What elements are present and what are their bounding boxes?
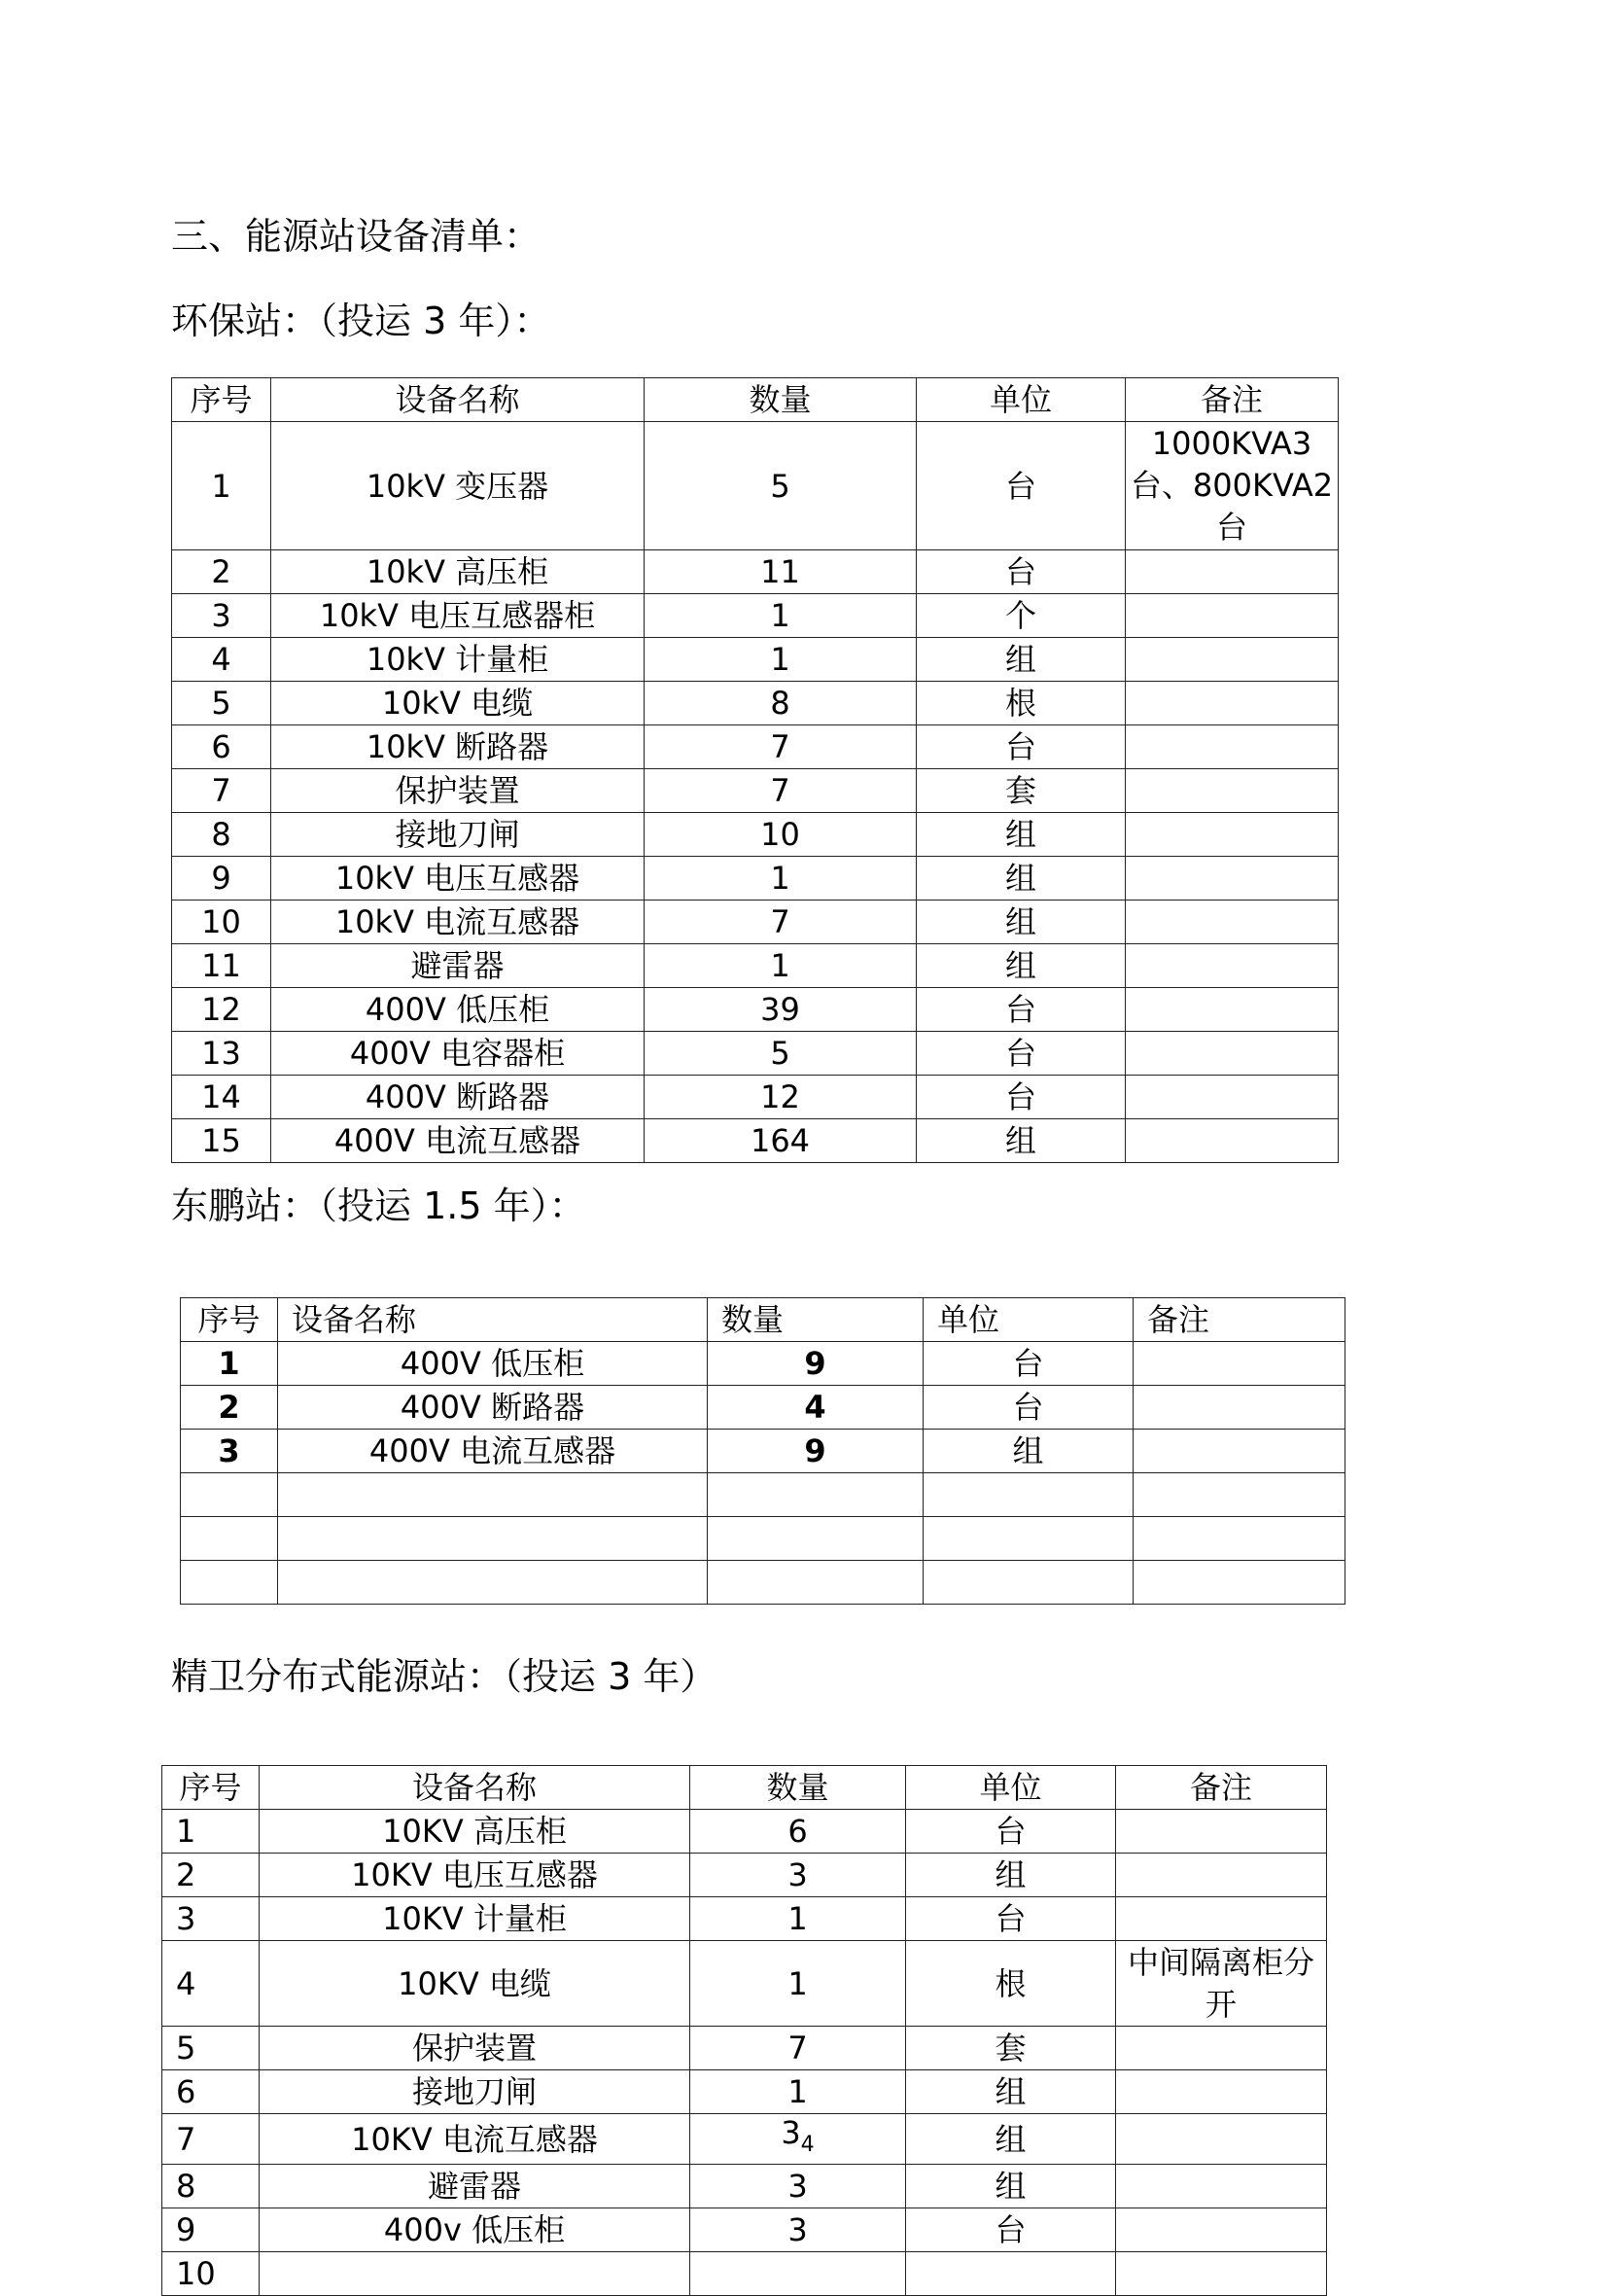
quantity: 8 — [645, 682, 917, 725]
header-cell: 备注 — [1116, 1766, 1327, 1810]
equipment-name: 避雷器 — [271, 944, 645, 988]
table-row — [172, 550, 1339, 594]
unit: 个 — [917, 594, 1126, 638]
row-index: 2 — [172, 550, 271, 594]
equipment-name: 保护装置 — [271, 769, 645, 813]
equipment-name — [278, 1473, 708, 1517]
remark — [1126, 857, 1339, 901]
remark — [1126, 550, 1339, 594]
quantity: 1 — [690, 1941, 906, 2027]
unit: 根 — [917, 682, 1126, 725]
table-row — [162, 1810, 1327, 1854]
station-title-huanbao: 环保站：（投运 3 年）： — [171, 300, 551, 342]
remark — [1126, 1076, 1339, 1119]
unit — [906, 2252, 1116, 2296]
equipment-name — [278, 1561, 708, 1605]
remark — [1126, 813, 1339, 857]
equipment-name: 400V 低压柜 — [271, 988, 645, 1032]
remark — [1126, 682, 1339, 725]
table-row — [162, 1897, 1327, 1941]
table-row — [181, 1386, 1345, 1430]
remark — [1116, 2165, 1327, 2208]
table-row — [172, 638, 1339, 682]
quantity: 5 — [645, 1032, 917, 1076]
remark — [1116, 2114, 1327, 2165]
quantity: 1 — [645, 638, 917, 682]
remark: 1000KVA3台、800KVA2台 — [1126, 422, 1339, 550]
quantity: 7 — [690, 2027, 906, 2070]
equipment-name — [278, 1517, 708, 1561]
equipment-name: 10kV 断路器 — [271, 725, 645, 769]
remark — [1126, 594, 1339, 638]
quantity: 10 — [645, 813, 917, 857]
remark — [1116, 1810, 1327, 1854]
header-cell: 单位 — [906, 1766, 1116, 1810]
header-cell: 备注 — [1126, 378, 1339, 422]
equipment-name: 10KV 高压柜 — [260, 1810, 690, 1854]
unit: 台 — [924, 1386, 1134, 1430]
equipment-name: 400V 断路器 — [278, 1386, 708, 1430]
quantity — [708, 1561, 924, 1605]
row-index: 15 — [172, 1119, 271, 1163]
table-row — [172, 901, 1339, 944]
quantity: 164 — [645, 1119, 917, 1163]
header-cell: 数量 — [708, 1298, 924, 1342]
row-index: 9 — [172, 857, 271, 901]
equipment-table-dongpeng — [180, 1297, 1345, 1605]
table-row — [172, 422, 1339, 550]
section-title: 三、能源站设备清单： — [171, 215, 541, 258]
table-row — [172, 944, 1339, 988]
header-cell: 单位 — [917, 378, 1126, 422]
remark — [1126, 944, 1339, 988]
table-row — [181, 1430, 1345, 1473]
unit: 台 — [906, 2208, 1116, 2252]
equipment-name: 400V 电容器柜 — [271, 1032, 645, 1076]
row-index: 7 — [162, 2114, 260, 2165]
table-row — [162, 2208, 1327, 2252]
equipment-name: 10kV 计量柜 — [271, 638, 645, 682]
quantity — [708, 1517, 924, 1561]
header-cell: 序号 — [162, 1766, 260, 1810]
equipment-table-huanbao — [171, 377, 1339, 1163]
quantity-subscript: 4 — [800, 2133, 815, 2157]
quantity: 9 — [708, 1430, 924, 1473]
unit: 台 — [906, 1897, 1116, 1941]
quantity: 12 — [645, 1076, 917, 1119]
row-index: 1 — [181, 1342, 278, 1386]
unit: 组 — [924, 1430, 1134, 1473]
quantity: 1 — [690, 2070, 906, 2114]
equipment-name: 保护装置 — [260, 2027, 690, 2070]
header-cell: 数量 — [690, 1766, 906, 1810]
row-index: 8 — [162, 2165, 260, 2208]
quantity: 11 — [645, 550, 917, 594]
row-index — [181, 1473, 278, 1517]
remark — [1116, 1854, 1327, 1897]
unit: 组 — [917, 813, 1126, 857]
remark — [1116, 2252, 1327, 2296]
row-index: 1 — [172, 422, 271, 550]
table-header-row — [162, 1766, 1327, 1810]
remark — [1126, 769, 1339, 813]
row-index: 11 — [172, 944, 271, 988]
row-index: 4 — [162, 1941, 260, 2027]
remark — [1134, 1430, 1345, 1473]
equipment-table-jingwei — [161, 1765, 1327, 2296]
remark — [1116, 1897, 1327, 1941]
quantity — [708, 1473, 924, 1517]
row-index: 2 — [181, 1386, 278, 1430]
table-row — [162, 2165, 1327, 2208]
remark — [1126, 988, 1339, 1032]
quantity — [690, 2252, 906, 2296]
station-title-dongpeng: 东鹏站：（投运 1.5 年）： — [171, 1184, 586, 1227]
table-row — [162, 2114, 1327, 2165]
unit: 套 — [917, 769, 1126, 813]
header-cell: 单位 — [924, 1298, 1134, 1342]
row-index: 4 — [172, 638, 271, 682]
equipment-name: 400v 低压柜 — [260, 2208, 690, 2252]
unit: 台 — [917, 550, 1126, 594]
quantity: 7 — [645, 769, 917, 813]
equipment-name: 400V 电流互感器 — [271, 1119, 645, 1163]
equipment-name — [260, 2252, 690, 2296]
table-row — [181, 1517, 1345, 1561]
remark — [1134, 1561, 1345, 1605]
row-index: 6 — [172, 725, 271, 769]
equipment-name: 接地刀闸 — [260, 2070, 690, 2114]
unit: 组 — [906, 2070, 1116, 2114]
remark — [1126, 725, 1339, 769]
header-cell: 设备名称 — [271, 378, 645, 422]
quantity: 1 — [645, 944, 917, 988]
quantity: 39 — [645, 988, 917, 1032]
remark — [1126, 1119, 1339, 1163]
row-index: 2 — [162, 1854, 260, 1897]
header-cell: 备注 — [1134, 1298, 1345, 1342]
unit — [924, 1473, 1134, 1517]
unit: 组 — [917, 944, 1126, 988]
remark — [1134, 1473, 1345, 1517]
unit: 台 — [917, 1032, 1126, 1076]
remark — [1126, 1032, 1339, 1076]
unit: 组 — [917, 857, 1126, 901]
unit — [924, 1561, 1134, 1605]
equipment-name: 接地刀闸 — [271, 813, 645, 857]
equipment-name: 10KV 计量柜 — [260, 1897, 690, 1941]
table-row — [172, 725, 1339, 769]
equipment-name: 10kV 电压互感器柜 — [271, 594, 645, 638]
table-header-row — [181, 1298, 1345, 1342]
unit: 台 — [917, 1076, 1126, 1119]
row-index: 5 — [172, 682, 271, 725]
equipment-name: 400V 低压柜 — [278, 1342, 708, 1386]
table-row — [172, 682, 1339, 725]
row-index — [181, 1561, 278, 1605]
row-index: 13 — [172, 1032, 271, 1076]
quantity: 7 — [645, 725, 917, 769]
quantity: 3 — [690, 2165, 906, 2208]
row-index: 10 — [172, 901, 271, 944]
table-row — [172, 813, 1339, 857]
row-index: 12 — [172, 988, 271, 1032]
header-cell: 序号 — [172, 378, 271, 422]
equipment-name: 10kV 高压柜 — [271, 550, 645, 594]
row-index: 3 — [181, 1430, 278, 1473]
table-row — [172, 1032, 1339, 1076]
row-index: 10 — [162, 2252, 260, 2296]
equipment-name: 10kV 电流互感器 — [271, 901, 645, 944]
header-cell: 序号 — [181, 1298, 278, 1342]
unit: 台 — [917, 725, 1126, 769]
quantity: 1 — [645, 594, 917, 638]
unit: 组 — [906, 1854, 1116, 1897]
unit: 台 — [906, 1810, 1116, 1854]
quantity: 9 — [708, 1342, 924, 1386]
remark — [1134, 1342, 1345, 1386]
row-index: 14 — [172, 1076, 271, 1119]
row-index: 6 — [162, 2070, 260, 2114]
table-row — [162, 2252, 1327, 2296]
table-header-row — [172, 378, 1339, 422]
quantity: 7 — [645, 901, 917, 944]
row-index — [181, 1517, 278, 1561]
equipment-name: 10KV 电压互感器 — [260, 1854, 690, 1897]
table-row — [172, 857, 1339, 901]
remark: 中间隔离柜分开 — [1116, 1941, 1327, 2027]
equipment-name: 400V 电流互感器 — [278, 1430, 708, 1473]
quantity: 6 — [690, 1810, 906, 1854]
table-row — [181, 1473, 1345, 1517]
table-row — [162, 1854, 1327, 1897]
unit: 台 — [924, 1342, 1134, 1386]
remark — [1134, 1517, 1345, 1561]
unit: 组 — [906, 2114, 1116, 2165]
row-index: 3 — [172, 594, 271, 638]
equipment-name: 10kV 电缆 — [271, 682, 645, 725]
table-row — [162, 2070, 1327, 2114]
equipment-name: 10kV 电压互感器 — [271, 857, 645, 901]
quantity: 1 — [645, 857, 917, 901]
header-cell: 数量 — [645, 378, 917, 422]
remark — [1126, 901, 1339, 944]
equipment-name: 400V 断路器 — [271, 1076, 645, 1119]
station-title-jingwei: 精卫分布式能源站：（投运 3 年） — [171, 1655, 717, 1698]
quantity: 3 — [690, 1854, 906, 1897]
quantity: 5 — [645, 422, 917, 550]
table-row — [162, 2027, 1327, 2070]
table-row — [172, 988, 1339, 1032]
equipment-name: 10kV 变压器 — [271, 422, 645, 550]
table-row — [181, 1342, 1345, 1386]
header-cell: 设备名称 — [260, 1766, 690, 1810]
row-index: 5 — [162, 2027, 260, 2070]
quantity: 1 — [690, 1897, 906, 1941]
equipment-name: 避雷器 — [260, 2165, 690, 2208]
table-row — [181, 1561, 1345, 1605]
unit: 根 — [906, 1941, 1116, 2027]
table-row — [162, 1941, 1327, 2027]
unit: 套 — [906, 2027, 1116, 2070]
row-index: 3 — [162, 1897, 260, 1941]
row-index: 7 — [172, 769, 271, 813]
unit: 组 — [906, 2165, 1116, 2208]
row-index: 8 — [172, 813, 271, 857]
remark — [1116, 2027, 1327, 2070]
row-index: 1 — [162, 1810, 260, 1854]
unit: 组 — [917, 901, 1126, 944]
unit: 台 — [917, 988, 1126, 1032]
table-row — [172, 1076, 1339, 1119]
unit — [924, 1517, 1134, 1561]
remark — [1134, 1386, 1345, 1430]
quantity: 3 — [690, 2208, 906, 2252]
row-index: 9 — [162, 2208, 260, 2252]
table-row — [172, 1119, 1339, 1163]
header-cell: 设备名称 — [278, 1298, 708, 1342]
remark — [1126, 638, 1339, 682]
unit: 组 — [917, 1119, 1126, 1163]
remark — [1116, 2070, 1327, 2114]
quantity: 4 — [708, 1386, 924, 1430]
remark — [1116, 2208, 1327, 2252]
table-row — [172, 594, 1339, 638]
quantity-value: 3 — [781, 2114, 801, 2151]
unit: 台 — [917, 422, 1126, 550]
equipment-name: 10KV 电缆 — [260, 1941, 690, 2027]
unit: 组 — [917, 638, 1126, 682]
quantity — [690, 2114, 906, 2165]
equipment-name: 10KV 电流互感器 — [260, 2114, 690, 2165]
table-row — [172, 769, 1339, 813]
